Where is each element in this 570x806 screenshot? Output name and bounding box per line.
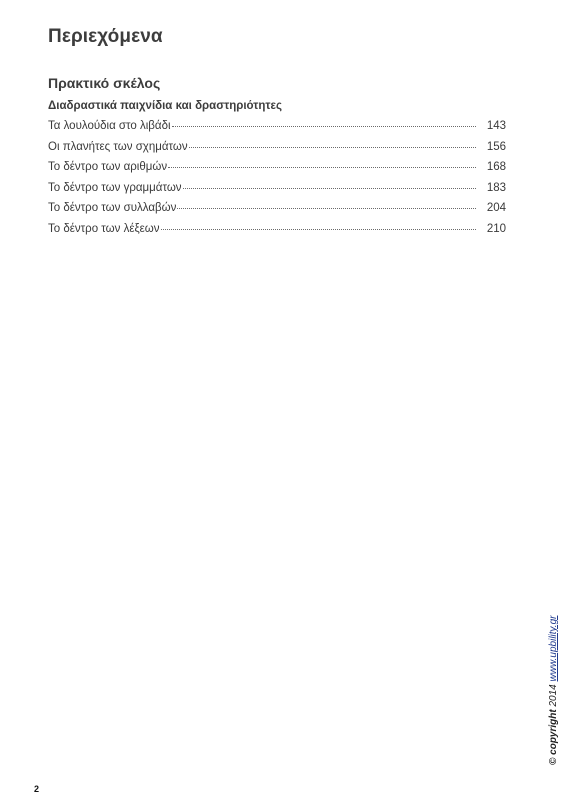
website-link[interactable]: www.upbility.gr bbox=[548, 615, 559, 682]
toc-entry-page: 156 bbox=[486, 140, 506, 153]
toc-entry-title: Το δέντρο των συλλαβών bbox=[48, 202, 177, 214]
dot-leader bbox=[189, 147, 476, 148]
toc-entry-title: Το δέντρο των γραμμάτων bbox=[48, 181, 182, 194]
toc-entry[interactable] bbox=[48, 161, 506, 182]
page-number: 2 bbox=[34, 784, 40, 794]
toc-entry-page: 168 bbox=[486, 161, 506, 173]
copyright-notice bbox=[548, 616, 559, 765]
dot-leader bbox=[177, 208, 476, 209]
toc-entry[interactable] bbox=[48, 120, 506, 141]
copyright-year: 2014 bbox=[548, 684, 559, 707]
dot-leader bbox=[183, 188, 476, 189]
toc-entry-title: Οι πλανήτες των σχημάτων bbox=[48, 140, 188, 153]
copyright-label: © copyright bbox=[548, 709, 559, 765]
section-title: Πρακτικό σκέλος bbox=[48, 75, 161, 91]
table-of-contents bbox=[48, 120, 506, 243]
toc-entry[interactable] bbox=[48, 141, 506, 162]
toc-entry-title: Τα λουλούδια στο λιβάδι bbox=[48, 120, 171, 132]
toc-entry-page: 204 bbox=[486, 202, 506, 214]
toc-entry[interactable] bbox=[48, 202, 506, 223]
toc-entry[interactable] bbox=[48, 223, 506, 244]
dot-leader bbox=[161, 229, 477, 230]
subsection-title: Διαδραστικά παιχνίδια και δραστηριότητες bbox=[48, 100, 282, 112]
toc-entry-page: 210 bbox=[486, 222, 506, 235]
toc-entry-page: 183 bbox=[486, 181, 506, 194]
toc-entry-title: Το δέντρο των αριθμών bbox=[48, 161, 168, 173]
toc-entry-page: 143 bbox=[486, 120, 506, 132]
toc-entry-title: Το δέντρο των λέξεων bbox=[48, 222, 160, 235]
dot-leader bbox=[172, 126, 476, 127]
toc-entry[interactable] bbox=[48, 182, 506, 203]
dot-leader bbox=[168, 167, 476, 168]
page-title: Περιεχόμενα bbox=[48, 26, 163, 47]
